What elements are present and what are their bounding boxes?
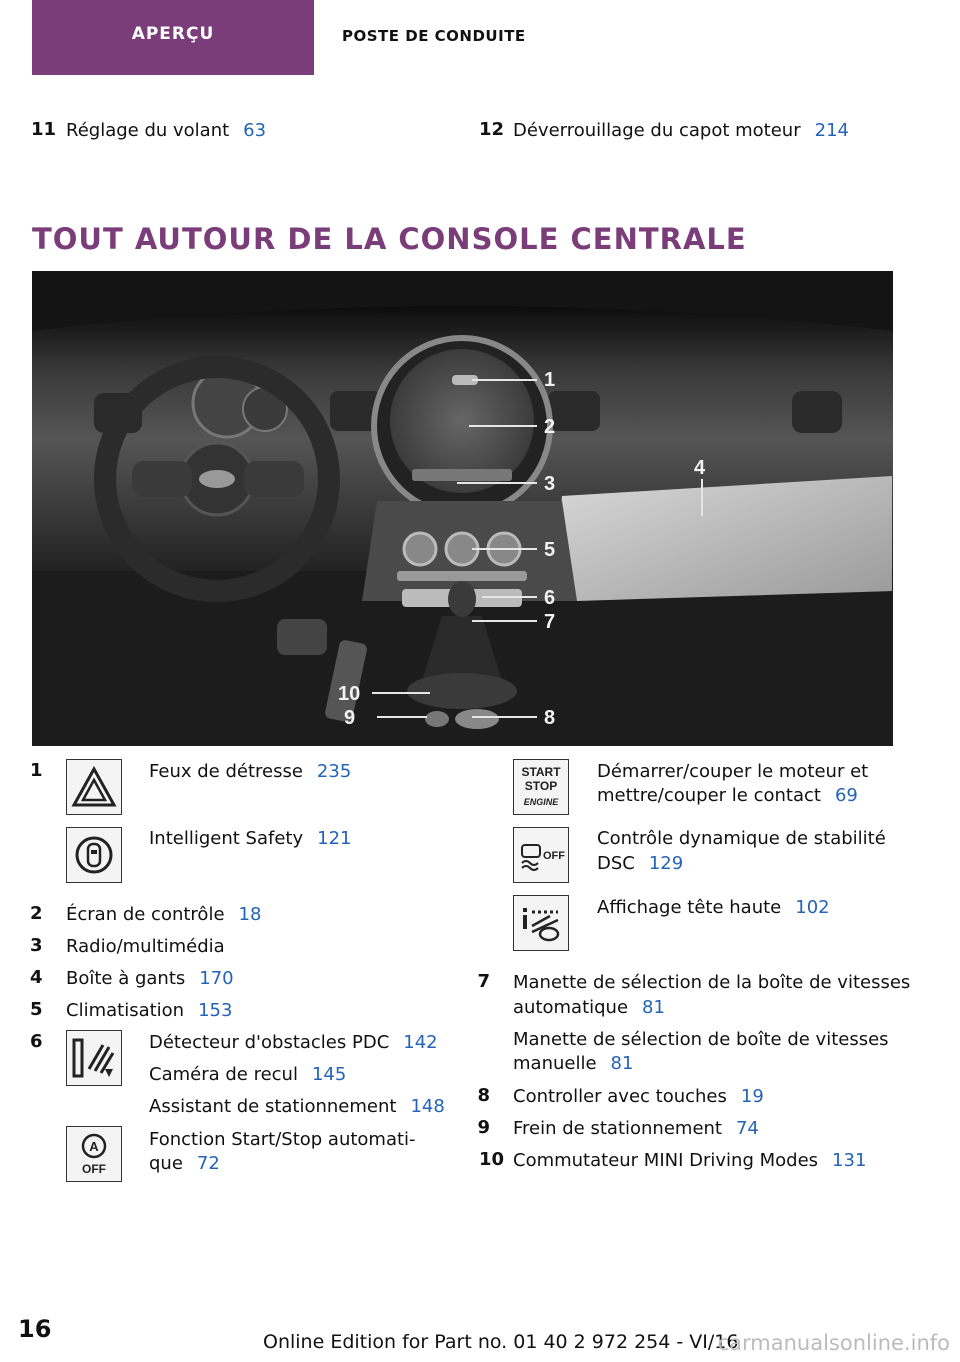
list-item: Feux de détresse 235	[149, 761, 352, 782]
callout-7: 7	[544, 611, 556, 633]
top-item-11: Réglage du volant 63	[66, 120, 267, 141]
page-number: 16	[18, 1315, 52, 1343]
item-number: 7	[477, 971, 490, 992]
list-item: mettre/couper le contact 69	[597, 785, 858, 806]
svg-text:A: A	[89, 1139, 99, 1154]
auto-start-stop-off-icon	[66, 1126, 122, 1182]
page-ref-link[interactable]: 142	[403, 1032, 438, 1053]
dsc-off-icon	[513, 827, 569, 883]
callout-8: 8	[544, 707, 556, 729]
dashboard-photo	[32, 271, 893, 746]
page-ref-link[interactable]: 102	[795, 897, 830, 918]
list-item: Manette de sélection de la boîte de vitesses	[513, 972, 911, 993]
item-number: 11	[30, 119, 56, 140]
list-item: Climatisation 153	[66, 1000, 233, 1021]
list-item: automatique 81	[513, 997, 665, 1018]
hazard-triangle-icon	[66, 759, 122, 815]
item-number: 5	[30, 999, 43, 1020]
list-item: Intelligent Safety 121	[149, 828, 352, 849]
svg-text:ENGINE: ENGINE	[523, 797, 559, 807]
svg-text:STOP: STOP	[524, 779, 558, 793]
callout-1: 1	[544, 369, 556, 391]
svg-text:OFF: OFF	[82, 1162, 106, 1176]
page-ref-link[interactable]: 74	[735, 1118, 759, 1139]
start-stop-engine-icon	[513, 759, 569, 815]
list-item: Écran de contrôle 18	[66, 904, 262, 925]
item-number: 10	[478, 1149, 504, 1170]
pdc-icon	[66, 1030, 122, 1086]
edition-footer: Online Edition for Part no. 01 40 2 972 254 - VI/16	[263, 1331, 739, 1353]
page-ref-link[interactable]: 214	[814, 120, 849, 141]
page-ref-link[interactable]: 148	[410, 1096, 445, 1117]
list-item: Caméra de recul 145	[149, 1064, 347, 1085]
callout-4: 4	[694, 457, 706, 479]
list-item: Fonction Start/Stop automati-	[149, 1129, 416, 1150]
svg-text:OFF: OFF	[543, 850, 565, 862]
item-number: 9	[477, 1117, 490, 1138]
callout-3: 3	[544, 473, 556, 495]
page-ref-link[interactable]: 145	[311, 1064, 347, 1085]
page-ref-link[interactable]: 81	[642, 997, 665, 1018]
list-item: DSC 129	[597, 853, 684, 874]
item-number: 8	[477, 1085, 490, 1106]
list-item: Radio/multimédia	[66, 936, 225, 957]
list-item: Boîte à gants 170	[66, 968, 234, 989]
list-item: manuelle 81	[513, 1053, 634, 1074]
list-item: Controller avec touches 19	[513, 1086, 764, 1107]
head-up-display-icon	[513, 895, 569, 951]
page-ref-link[interactable]: 72	[196, 1153, 220, 1174]
list-item: Manette de sélection de boîte de vitesses	[513, 1029, 889, 1050]
page-ref-link[interactable]: 18	[238, 904, 262, 925]
list-item: Commutateur MINI Driving Modes 131	[513, 1150, 867, 1171]
item-number: 1	[30, 760, 43, 781]
list-item: Démarrer/couper le moteur et	[597, 761, 869, 782]
tab-apercu[interactable]	[32, 0, 314, 75]
page-ref-link[interactable]: 129	[648, 853, 684, 874]
callout-6: 6	[544, 587, 556, 609]
top-item-12: Déverrouillage du capot moteur 214	[513, 120, 849, 141]
callout-10: 10	[338, 683, 361, 705]
tab-apercu-label: APERÇU	[131, 24, 215, 44]
page-ref-link[interactable]: 235	[316, 761, 352, 782]
page-ref-link[interactable]: 63	[243, 120, 267, 141]
list-item: Contrôle dynamique de stabilité	[597, 828, 886, 849]
item-number: 4	[30, 967, 43, 988]
page-ref-link[interactable]: 69	[834, 785, 858, 806]
watermark: carmanualsonline.info	[717, 1331, 950, 1355]
callout-2: 2	[544, 416, 556, 438]
list-item: Assistant de stationnement 148	[149, 1096, 445, 1117]
callout-5: 5	[544, 539, 556, 561]
callout-9: 9	[344, 707, 356, 729]
list-item: Affichage tête haute 102	[597, 897, 830, 918]
svg-text:START: START	[521, 765, 561, 779]
page-ref-link[interactable]: 170	[199, 968, 234, 989]
page-ref-link[interactable]: 131	[832, 1150, 867, 1171]
section-title: TOUT AUTOUR DE LA CONSOLE CENTRALE	[32, 222, 747, 256]
tab-poste-de-conduite[interactable]: POSTE DE CONDUITE	[342, 27, 526, 45]
item-number: 6	[30, 1031, 43, 1052]
list-item: que 72	[149, 1153, 220, 1174]
page-ref-link[interactable]: 121	[317, 828, 352, 849]
page-ref-link[interactable]: 153	[198, 1000, 233, 1021]
page-ref-link[interactable]: 19	[740, 1086, 764, 1107]
list-item: Détecteur d'obstacles PDC 142	[149, 1032, 438, 1053]
page-ref-link[interactable]: 81	[610, 1053, 634, 1074]
intelligent-safety-icon	[66, 827, 122, 883]
list-item: Frein de stationnement 74	[513, 1118, 759, 1139]
item-number: 2	[30, 903, 43, 924]
item-number: 12	[478, 119, 504, 140]
item-number: 3	[30, 935, 43, 956]
